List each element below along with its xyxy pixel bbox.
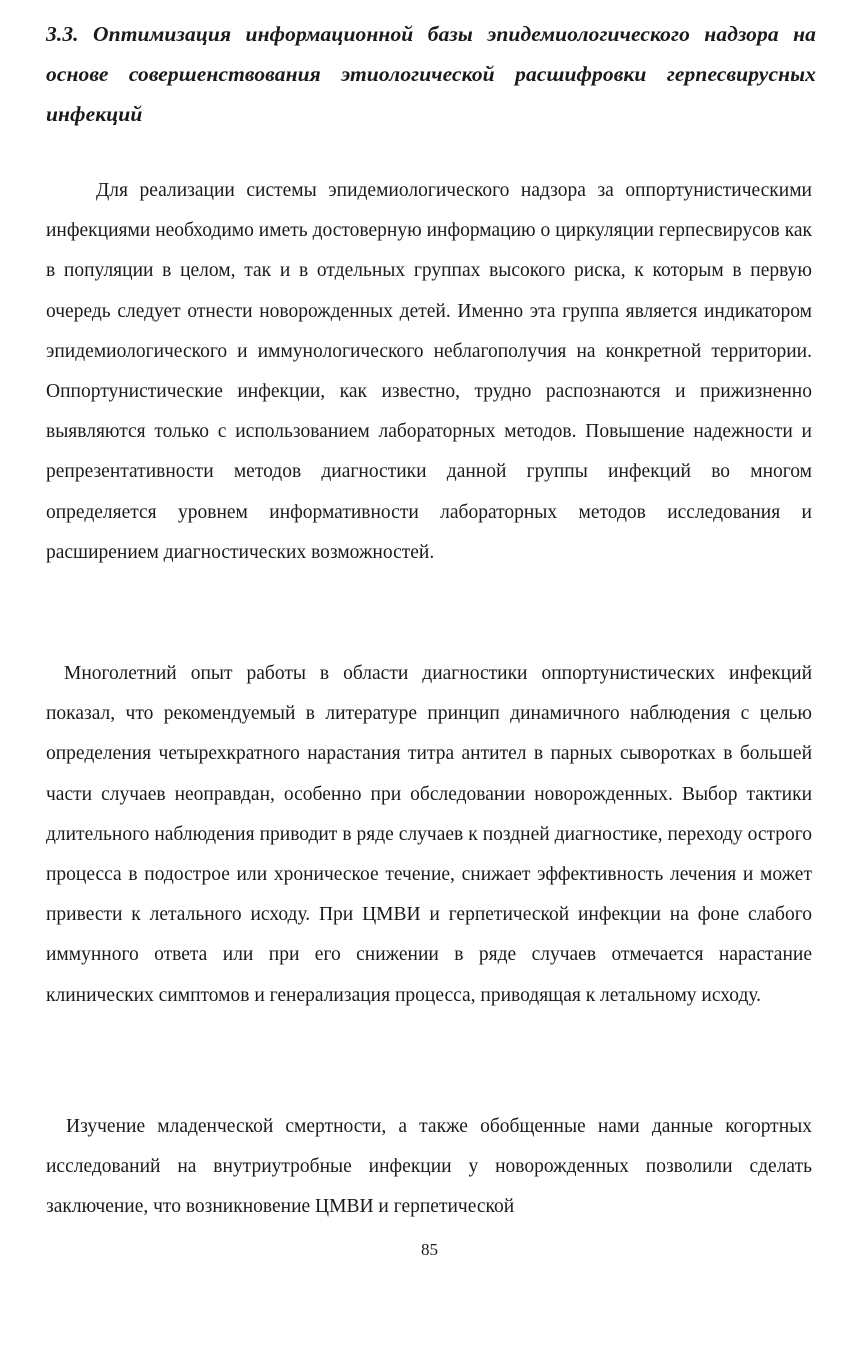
paragraph-3: Изучение младенческой смертности, а также обобщенные нами данные когортных исследований на внутриутробные инфекции у новорожденных позволили сделать заключение, что возникновение ЦМВИ и герпетической bbox=[46, 1116, 812, 1218]
page-number: 85 bbox=[421, 1240, 438, 1259]
section-heading: 3.3. Оптимизация информационной базы эпидемиологического надзора на основе совершенствования этиологической расшифровки герпесвирусных инфекций bbox=[46, 22, 816, 126]
paragraph-2: Многолетний опыт работы в области диагностики оппортунистических инфекций показал, что рекомендуемый в литературе принцип динамичного наблюдения с целью определения четырехкратного нарастания титра антител в парных сыворотках в большей части случаев неоправдан, особенно при обследовании новорожденных. Выбор тактики длительного наблюдения приводит в ряде случаев к поздней диагностике, переходу острого процесса в подострое или хроническое течение, снижает эффективность лечения и может привести к летального исходу. При ЦМВИ и герпетической инфекции на фоне слабого иммунного ответа или при его снижении в ряде случаев отмечается нарастание клинических симптомов и генерализация процесса, приводящая к летальному исходу. bbox=[46, 663, 812, 1006]
paragraph-1: Для реализации системы эпидемиологического надзора за оппортунистическими инфекциями необходимо иметь достоверную информацию о циркуляции герпесвирусов как в популяции в целом, так и в отдельных группах высокого риска, к которым в первую очередь следует отнести новорожденных детей. Именно эта группа является индикатором эпидемиологического и иммунологического неблагополучия на конкретной территории. Оппортунистические инфекции, как известно, трудно распознаются и прижизненно выявляются только с использованием лабораторных методов. Повышение надежности и репрезентативности методов диагностики данной группы инфекций во многом определяется уровнем информативности лабораторных методов исследования и расширением диагностических возможностей. bbox=[46, 180, 812, 563]
